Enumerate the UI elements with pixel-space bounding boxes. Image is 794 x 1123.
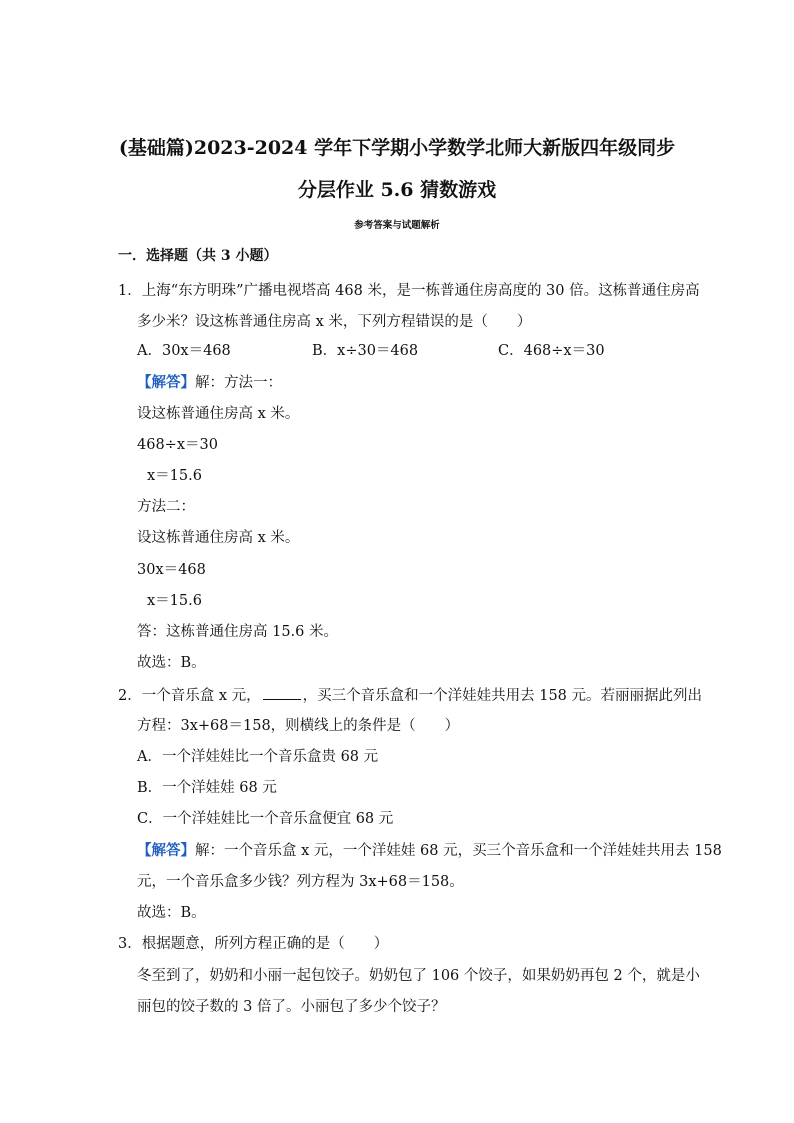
q1-stem-line2: 多少米？设这栋普通住房高 x 米，下列方程错误的是（ ）: [137, 314, 532, 330]
q1-answer-line: 故选：B。: [137, 655, 206, 671]
answer-tag: 【解答】: [137, 374, 195, 391]
q1-answer-line: 答：这栋普通住房高 15.6 米。: [137, 624, 339, 640]
document-title-line2: 分层作业 5.6 猜数游戏: [297, 179, 497, 201]
q1-option-b: B．x÷30＝468: [312, 343, 419, 359]
q1-answer-line: 30x＝468: [137, 562, 206, 578]
q1-option-a: A．30x＝468: [137, 343, 231, 359]
q2-stem-part2: ，买三个音乐盒和一个洋娃娃共用去 158 元。若丽丽据此列出: [302, 688, 703, 704]
q2-option-c: C．一个洋娃娃比一个音乐盒便宜 68 元: [137, 811, 394, 827]
document-subtitle: 参考答案与试题解析: [354, 220, 440, 231]
q2-answer-line1: [137, 841, 722, 861]
q1-answer: [137, 373, 282, 393]
q1-answer-head: 解：方法一：: [195, 375, 282, 391]
q1-answer-line: 设这栋普通住房高 x 米。: [137, 406, 300, 422]
answer-tag: 【解答】: [137, 842, 195, 859]
fill-in-blank: [263, 685, 301, 700]
q1-stem-line1: 1．上海“东方明珠”广播电视塔高 468 米，是一栋普通住房高度的 30 倍。这栋普通住房高: [118, 283, 700, 299]
q2-stem-part1: 2．一个音乐盒 x 元，: [118, 688, 261, 704]
document-title-line1: (基础篇)2023-2024 学年下学期小学数学北师大新版四年级同步: [118, 137, 676, 159]
q2-answer-line2: 元，一个音乐盒多少钱？列方程为 3x+68＝158。: [137, 874, 464, 890]
q1-option-c: C．468÷x＝30: [498, 343, 605, 359]
q1-answer-line: x＝15.6: [147, 468, 202, 484]
q1-answer-line: x＝15.6: [147, 593, 202, 609]
q3-stem-line1: 3．根据题意，所列方程正确的是（ ）: [118, 936, 389, 952]
q1-answer-line: 方法二：: [137, 499, 195, 515]
q1-answer-line: 468÷x＝30: [137, 437, 218, 453]
q2-stem-line1: [118, 685, 702, 706]
q2-option-a: A．一个洋娃娃比一个音乐盒贵 68 元: [137, 749, 379, 765]
q3-stem-line3: 丽包的饺子数的 3 倍了。小丽包了多少个饺子？: [137, 999, 446, 1015]
q2-choice: 故选：B。: [137, 905, 206, 921]
q1-answer-line: 设这栋普通住房高 x 米。: [137, 530, 300, 546]
q2-answer-text: 解：一个音乐盒 x 元，一个洋娃娃 68 元，买三个音乐盒和一个洋娃娃共用去 158: [195, 843, 722, 859]
q3-stem-line2: 冬至到了，奶奶和小丽一起包饺子。奶奶包了 106 个饺子，如果奶奶再包 2 个，就是小: [137, 968, 700, 984]
q2-option-b: B．一个洋娃娃 68 元: [137, 780, 277, 796]
q2-stem-line2: 方程：3x+68＝158，则横线上的条件是（ ）: [137, 718, 460, 734]
section-heading: 一．选择题（共 3 小题）: [118, 248, 278, 264]
